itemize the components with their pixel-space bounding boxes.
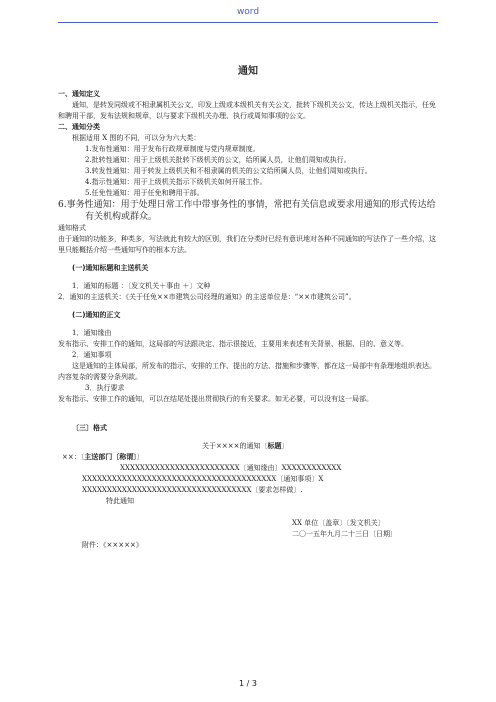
section-heading-classification: 二、通知分类: [58, 123, 100, 131]
sample-signature: XX 单位〔盖章〕〔发文机关〕: [292, 519, 385, 527]
subsection-paragraph: 发布指示、安排工作的通知，可以在结尾处提出贯彻执行的有关要求。如无必要，可以没有这一局部。: [58, 395, 373, 403]
header-rule: [58, 22, 438, 23]
subsection-item: 1．通知缘由: [72, 329, 112, 337]
subsection-item: 1．通知的标题 ：〔发文机关＋事由 ＋〕文种: [72, 282, 211, 290]
subsection-item: 2．通知事项: [72, 351, 112, 359]
format-heading: 通知格式: [58, 224, 86, 232]
sample-title: 关于××××的通知〔标题〕: [202, 442, 289, 450]
section-heading-definition: 一、通知定义: [58, 90, 100, 98]
subsection-heading-title: (一)通知标题和主送机关: [72, 264, 149, 272]
definition-paragraph: 通知，是转发同级或不相隶属机关公文，印发上级或本级机关有关公文，批转下级机关公文，传达上级机关指示，任免和聘用干部，发布法规和规章，以与要求下级机关办理、执行或周知事项的公文。: [58, 101, 436, 120]
classification-item: 4.指示性通知：用于上级机关指示下级机关如何开展工作。: [85, 178, 267, 186]
sample-body-line: XXXXXXXXXXXXXXXXXXXXXXXXXXXXXXXXXX〔要求怎样做〕.: [82, 486, 303, 494]
subsection-heading-format: 〔三〕格式: [72, 424, 107, 432]
page-header: word: [236, 7, 260, 17]
sample-body-line: XXXXXXXXXXXXXXXXXXXXXXXXXXXXXXXXXXXXXXX〔通知事项〕X: [82, 475, 324, 483]
subsection-paragraph: 发布指示、安排工作的通知，这局部的写法跟决定、指示很接近，主要用来表述有关背景、根据、目的、意义等。: [58, 340, 408, 348]
classification-item: 1.发布性通知：用于发布行政规章制度与党内规章制度。: [85, 145, 260, 153]
format-intro: 由于通知的功能多，种类多，写法就此有较大的区别，我们在分类时已经有意识地对各种不同通知的写法作了一些介绍，这里只能概括介绍一些通知写作的根本方法。: [58, 235, 436, 254]
sample-attachment: 附件：《×××××》: [82, 541, 143, 549]
sample-closing: 特此通知: [106, 497, 134, 505]
sample-recipient: ××：〔主送部门〔称谓〕〕: [62, 453, 144, 461]
classification-item: 3.转发性通知：用于转发上级机关和不相隶属的机关的公文给所属人员，让他们周知或执行。: [85, 167, 372, 175]
sample-date: 二〇一五年九月二十三日〔日期〕: [292, 530, 397, 538]
classification-intro: 根据适用 X 围的不同，可以分为六大类：: [72, 134, 201, 142]
subsection-item: 3．执行要求: [85, 384, 125, 392]
classification-item-large: 6.事务性通知：用于处理日常工作中带事务性的事情，常把有关信息或要求用通知的形式传达给有关机构或群众。: [58, 200, 436, 222]
classification-item: 2.批转性通知：用于上级机关批转下级机关的公文，给所属人员，让他们周知或执行。: [85, 156, 351, 164]
sample-body-line: XXXXXXXXXXXXXXXXXXXXXXXX〔通知缘由〕XXXXXXXXXXXX: [120, 464, 342, 472]
subsection-heading-body: (二)通知的正文: [72, 311, 121, 319]
doc-title: 通知: [238, 66, 258, 77]
page-number: 1 / 3: [239, 679, 257, 688]
document-body: [58, 66, 438, 551]
subsection-paragraph: 这是通知的主体局部，所发布的指示、安排的工作、提出的方法、措施和步骤等，都在这一局部中有条理地组织表达。内容复杂的需要分条列款。: [58, 362, 436, 381]
subsection-item: 2．通知的主送机关：《关于任免××市建筑公司经理的通知》的主送单位是：“××市建筑公司”。: [58, 293, 356, 301]
classification-item: 5.任免性通知：用于任免和聘用干部。: [85, 189, 204, 197]
